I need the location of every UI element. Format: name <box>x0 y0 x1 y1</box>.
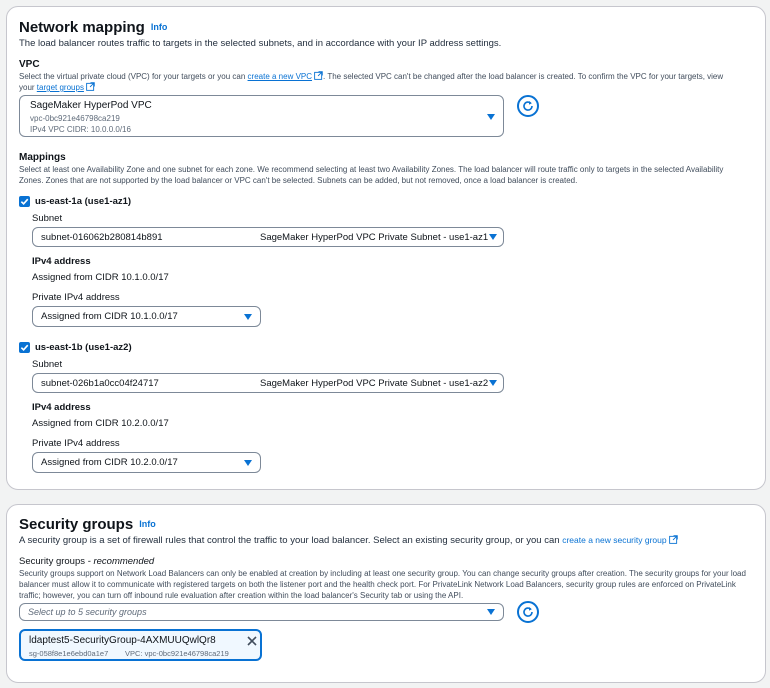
vpc-label: VPC <box>19 59 40 70</box>
zone-2-private-ipv4-label: Private IPv4 address <box>32 438 120 449</box>
vpc-select[interactable] <box>19 95 504 137</box>
zone-2-checkbox[interactable] <box>19 342 30 353</box>
zone-2-subnet-select[interactable] <box>32 373 504 393</box>
vpc-selected-cidr: IPv4 VPC CIDR: 10.0.0.0/16 <box>30 125 131 134</box>
network-mapping-heading <box>19 19 167 36</box>
security-groups-heading <box>19 516 156 533</box>
zone-2-subnet-id: subnet-026b1a0cc04f24717 <box>41 378 159 389</box>
zone-1-subnet-id: subnet-016062b280814b891 <box>41 232 163 243</box>
security-group-token <box>19 629 262 661</box>
zone-1-private-ipv4-value: Assigned from CIDR 10.1.0.0/17 <box>41 311 178 322</box>
external-link-icon <box>669 535 678 544</box>
chevron-down-icon <box>489 234 497 240</box>
security-info-link[interactable]: Info <box>139 519 156 529</box>
security-groups-panel <box>6 504 766 683</box>
refresh-icon <box>522 100 534 112</box>
zone-1-name: us-east-1a (use1-az1) <box>35 196 132 207</box>
zone-1-private-ipv4-select[interactable] <box>32 306 261 327</box>
zone-2-subnet-label: Subnet <box>32 359 63 370</box>
security-groups-description: A security group is a set of firewall rules that control the traffic to your load balancer. Select an existing security group, or you can create a new security group <box>19 535 678 546</box>
create-security-group-link[interactable]: create a new security group <box>562 535 667 545</box>
zone-2-private-ipv4-value: Assigned from CIDR 10.2.0.0/17 <box>41 457 178 468</box>
zone-1-subnet-select[interactable] <box>32 227 504 247</box>
security-groups-refresh-button[interactable] <box>517 601 539 623</box>
refresh-icon <box>522 606 534 618</box>
security-groups-placeholder: Select up to 5 security groups <box>28 607 147 617</box>
security-group-token-vpc: VPC: vpc-0bc921e46798ca219 <box>125 649 229 658</box>
security-group-token-id: sg-058f8e1e6ebd0a1e7 <box>29 649 109 658</box>
zone-2-ipv4-label: IPv4 address <box>32 402 91 413</box>
zone-1-subnet-name: SageMaker HyperPod VPC Private Subnet - use1-az1 <box>260 232 489 243</box>
vpc-selected-name: SageMaker HyperPod VPC <box>30 100 152 111</box>
close-icon[interactable] <box>247 636 257 646</box>
vpc-description: Select the virtual private cloud (VPC) for your targets or you can create a new VPC . The selected VPC can't be changed after the load balancer is created. To confirm the VPC for your targets, view your target groups <box>19 72 724 92</box>
security-group-token-name: ldaptest5-SecurityGroup-4AXMUUQwlQr8 <box>29 635 216 646</box>
external-link-icon <box>314 71 323 80</box>
chevron-down-icon <box>489 380 497 386</box>
chevron-down-icon <box>244 314 252 320</box>
mappings-description: Select at least one Availability Zone and one subnet for each zone. We recommend selecting at least two Availability Zones. The load balancer will route traffic only to targets in the selected Availability Zones. Zones that are not supported by the load balancer or VPC can't be selected. Subnets can be added, but not removed, once a load balancer is created. <box>19 165 724 185</box>
vpc-refresh-button[interactable] <box>517 95 539 117</box>
zone-1-private-ipv4-label: Private IPv4 address <box>32 292 120 303</box>
mappings-label: Mappings <box>19 152 66 163</box>
create-vpc-link[interactable]: create a new VPC <box>247 72 313 81</box>
security-groups-field-description: Security groups support on Network Load Balancers can only be enabled at creation by including at least one security group. You can change security groups after creation. The security groups for your load balancer must allow it to communicate with registered targets on both the listener port and the health check port. For PrivateLink Network Load Balancers, security group rules are enforced on PrivateLink traffic; however, you can turn off inbound rule evaluation after creation within the load balancer's Security tab or using the API. <box>19 569 746 600</box>
zone-2-ipv4-value: Assigned from CIDR 10.2.0.0/17 <box>32 418 169 429</box>
security-groups-title: Security groups <box>19 516 134 533</box>
zone-1-ipv4-value: Assigned from CIDR 10.1.0.0/17 <box>32 272 169 283</box>
network-mapping-description: The load balancer routes traffic to targets in the selected subnets, and in accordance with your IP address settings. <box>19 38 502 49</box>
zone-2-subnet-name: SageMaker HyperPod VPC Private Subnet - use1-az2 <box>260 378 489 389</box>
zone-1-ipv4-label: IPv4 address <box>32 256 91 267</box>
zone-2-name: us-east-1b (use1-az2) <box>35 342 132 353</box>
target-groups-link[interactable]: target groups <box>36 83 84 92</box>
zone-2-private-ipv4-select[interactable] <box>32 452 261 473</box>
network-info-link[interactable]: Info <box>150 22 168 32</box>
external-link-icon <box>86 82 95 91</box>
chevron-down-icon <box>487 114 495 120</box>
chevron-down-icon <box>487 609 495 615</box>
zone-1-checkbox[interactable] <box>19 196 30 207</box>
security-groups-field-label: Security groups - recommended <box>19 556 155 567</box>
vpc-selected-id: vpc-0bc921e46798ca219 <box>30 114 120 123</box>
checkmark-icon <box>20 197 29 206</box>
network-mapping-panel <box>6 6 766 490</box>
chevron-down-icon <box>244 460 252 466</box>
network-mapping-title: Network mapping <box>19 19 145 36</box>
security-groups-select[interactable] <box>19 603 504 621</box>
zone-1-subnet-label: Subnet <box>32 213 63 224</box>
checkmark-icon <box>20 343 29 352</box>
